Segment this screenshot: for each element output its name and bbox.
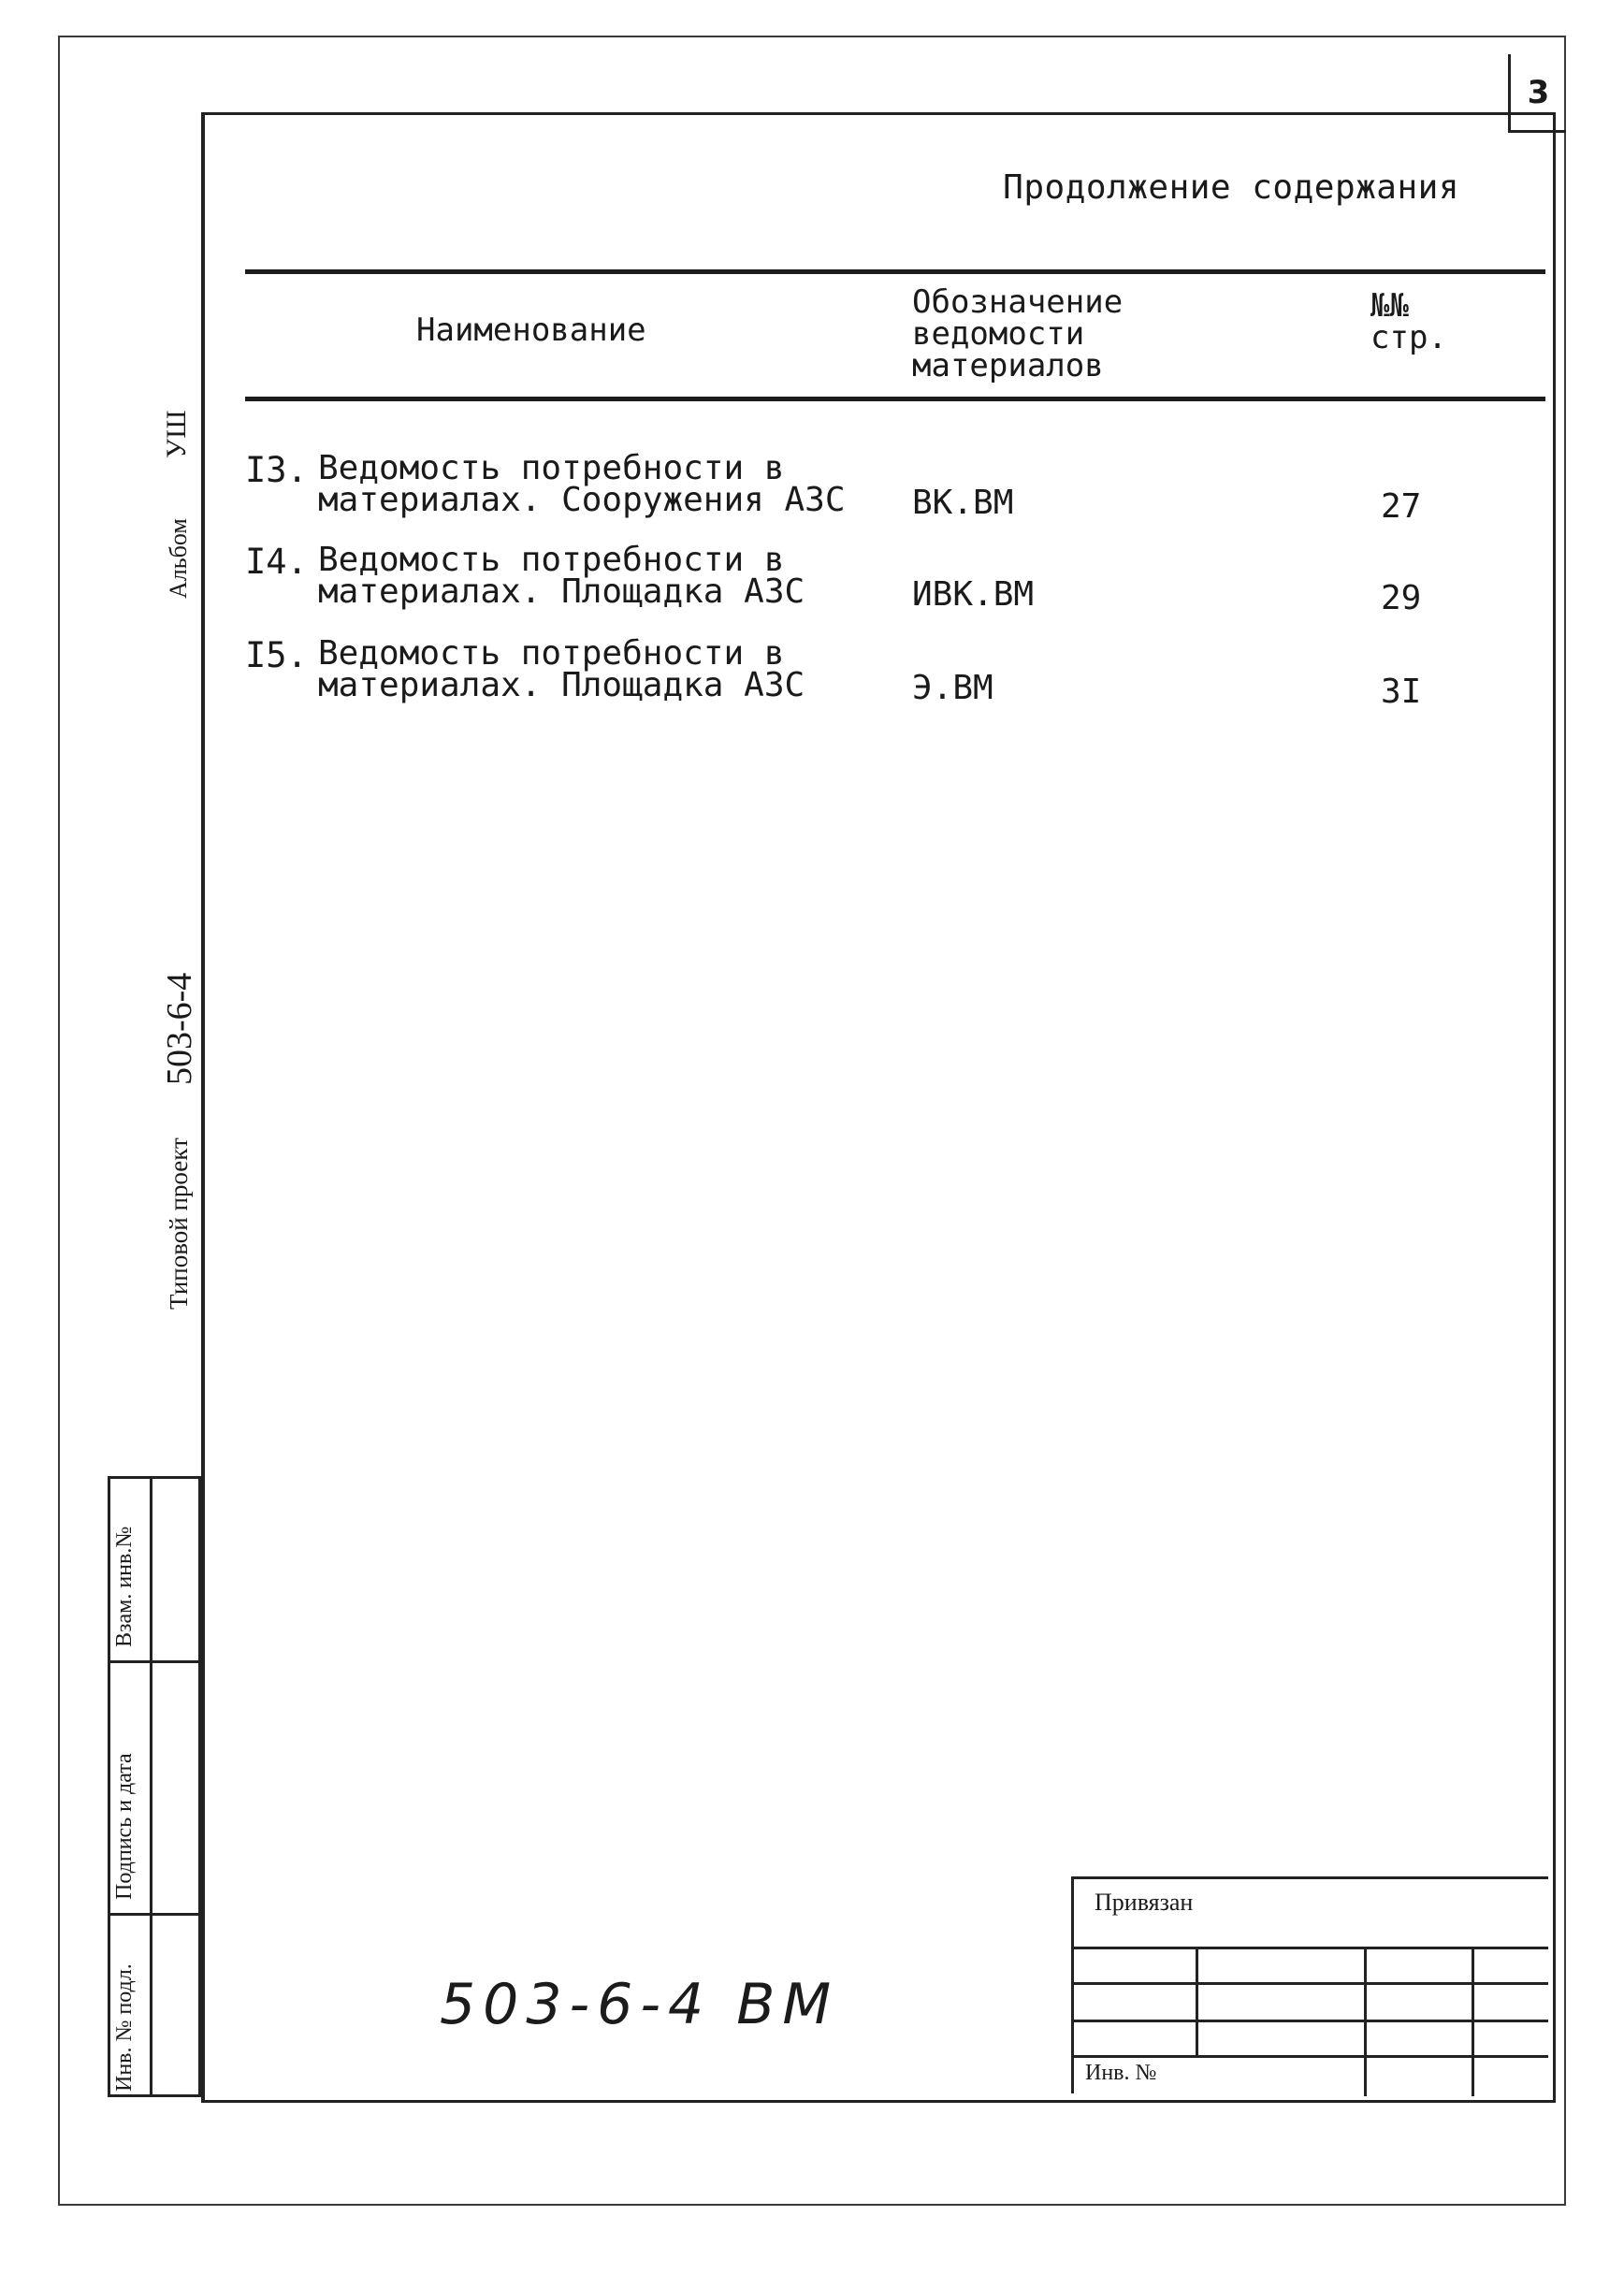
page-number: 3: [1508, 54, 1566, 133]
page-heading: Продолжение содержания: [1003, 168, 1459, 207]
column-header-page: №№ стр.: [1370, 287, 1447, 356]
table-row: [245, 449, 1545, 537]
title-block-line: [1074, 2020, 1548, 2022]
project-number: 503-6-4: [160, 972, 199, 1085]
album-number: УШ: [161, 410, 192, 458]
title-block-line: [1074, 2055, 1548, 2058]
row-code: ВК.ВМ: [912, 484, 1014, 522]
document-code: 503-6-4 ВМ: [440, 1972, 839, 2037]
strip-separator: [110, 1913, 198, 1916]
sheet-inner-frame: [201, 112, 1556, 2103]
row-page: 3I: [1381, 673, 1422, 711]
row-number: I3.: [245, 450, 308, 490]
row-number: I4.: [245, 542, 308, 582]
strip-divider: [150, 1479, 152, 2094]
row-page: 29: [1381, 579, 1422, 617]
album-label: Альбом: [165, 518, 192, 599]
title-block: [1071, 1876, 1548, 2093]
exchange-inventory-label: Взам. инв.№: [112, 1526, 137, 1647]
column-header-name: Наименование: [416, 311, 646, 349]
title-block-line: [1196, 1947, 1198, 2055]
row-page: 27: [1381, 487, 1422, 526]
row-code: Э.ВМ: [912, 669, 993, 707]
row-code: ИВК.ВМ: [912, 575, 1035, 614]
approval-stamp-strip: [108, 1476, 201, 2097]
table-top-rule: [245, 269, 1545, 274]
inventory-label: Инв. №: [1085, 2061, 1157, 2085]
title-block-line: [1074, 1982, 1548, 1985]
column-header-designation: Обозначение ведомости материалов: [912, 283, 1124, 384]
strip-separator: [110, 1660, 198, 1663]
row-number: I5.: [245, 635, 308, 675]
table-row: [245, 541, 1545, 629]
row-title: Ведомость потребности в материалах. Площадка АЗС: [318, 541, 805, 611]
title-block-line: [1472, 1947, 1474, 2096]
table-row: [245, 634, 1545, 722]
title-block-line: [1364, 1947, 1367, 2096]
original-inventory-label: Инв. № подл.: [112, 1963, 137, 2092]
project-label: Типовой проект: [165, 1137, 193, 1310]
signature-date-label: Подпись и дата: [112, 1753, 137, 1900]
bound-label: Привязан: [1095, 1889, 1194, 1916]
row-title: Ведомость потребности в материалах. Сооружения АЗС: [318, 449, 846, 519]
row-title: Ведомость потребности в материалах. Площадка АЗС: [318, 634, 805, 704]
table-header-rule: [245, 397, 1545, 401]
title-block-line: [1074, 1947, 1548, 1949]
